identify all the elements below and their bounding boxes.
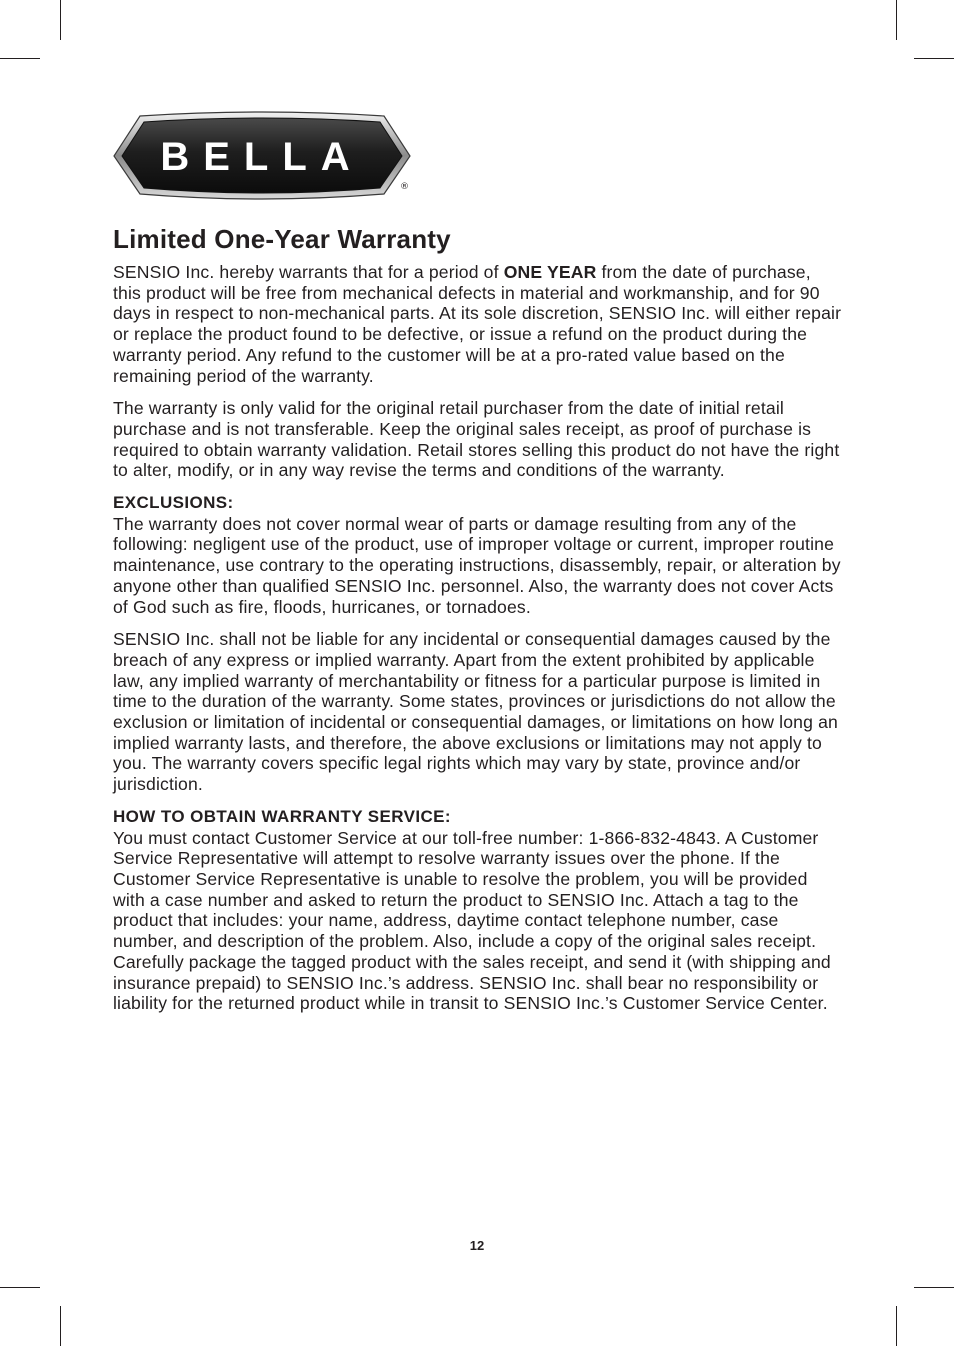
warranty-content <box>113 222 843 1026</box>
crop-mark <box>0 58 40 59</box>
intro-text-end: from the date of purchase, this product will be free from mechanical defects in material and workmanship, and for 90 days in respect to non-mechanical parts. At its sole discretion, SENSIO Inc. will either repair or replace the product found to be defective, or issue a refund on the product during the warranty period. Any refund to the customer will be at a pro-rated value based on the remaining period of the warranty. <box>113 262 842 386</box>
crop-mark <box>896 0 897 40</box>
exclusions-paragraph: The warranty does not cover normal wear of parts or damage resulting from any of the following: negligent use of the product, use of improper voltage or current, improper routine maintenance, use contrary to the operating instructions, disassembly, repair, or alteration by anyone other than qualified SENSIO Inc. personnel. Also, the warranty does not cover Acts of God such as fire, floods, hurricanes, or tornadoes. <box>113 513 841 617</box>
bella-logo <box>110 110 414 202</box>
crop-mark <box>896 1306 897 1346</box>
crop-mark <box>914 58 954 59</box>
intro-paragraph <box>113 262 843 386</box>
registered-mark: ® <box>400 182 409 192</box>
liability-paragraph: SENSIO Inc. shall not be liable for any incidental or consequential damages caused by the breach of any express or implied warranty. Apart from the extent prohibited by applicable law, any implied warranty of merchantability or fitness for a particular purpose is limited in time to the duration of the warranty. Some states, provinces or jurisdictions do not allow the exclusion or limitation of incidental or consequential damages, or limitations on how long an implied warranty lasts, and therefore, the above exclusions or limitations may not apply to you. The warranty covers specific legal rights which may vary by state, province and/or jurisdiction. <box>113 629 838 795</box>
crop-mark <box>60 1306 61 1346</box>
logo-wordmark: BELLA <box>160 135 364 179</box>
validity-paragraph: The warranty is only valid for the original retail purchaser from the date of initial retail purchase and is not transferable. Keep the original sales receipt, as proof of purchase is required to obtain warranty validation. Retail stores selling this product do not have the right to alter, modify, or in any way revise the terms and conditions of the warranty. <box>113 398 840 481</box>
service-paragraph: You must contact Customer Service at our toll-free number: 1-866-832-4843. A Customer Service Representative will attempt to resolve warranty issues over the phone. If the Customer Service Representative is unable to resolve the problem, you will be provided with a case number and asked to return the product to SENSIO Inc. Attach a tag to the product that includes: your name, address, daytime contact telephone number, case number, and description of the problem. Also, include a copy of the original sales receipt. Carefully package the tagged product with the sales receipt, and send it (with shipping and insurance prepaid) to SENSIO Inc.’s address. SENSIO Inc. shall bear no responsibility or liability for the returned product while in transit to SENSIO Inc.’s Customer Service Center. <box>113 827 831 1014</box>
crop-mark <box>0 1287 40 1288</box>
service-heading: HOW TO OBTAIN WARRANTY SERVICE: <box>113 806 451 826</box>
crop-mark <box>914 1287 954 1288</box>
one-year-highlight: ONE YEAR <box>503 262 597 282</box>
crop-mark <box>60 0 61 40</box>
page-title: Limited One-Year Warranty <box>113 224 451 254</box>
exclusions-heading: EXCLUSIONS: <box>113 493 234 513</box>
page-number: 12 <box>469 1238 485 1253</box>
intro-text-start: SENSIO Inc. hereby warrants that for a period of <box>113 262 504 282</box>
